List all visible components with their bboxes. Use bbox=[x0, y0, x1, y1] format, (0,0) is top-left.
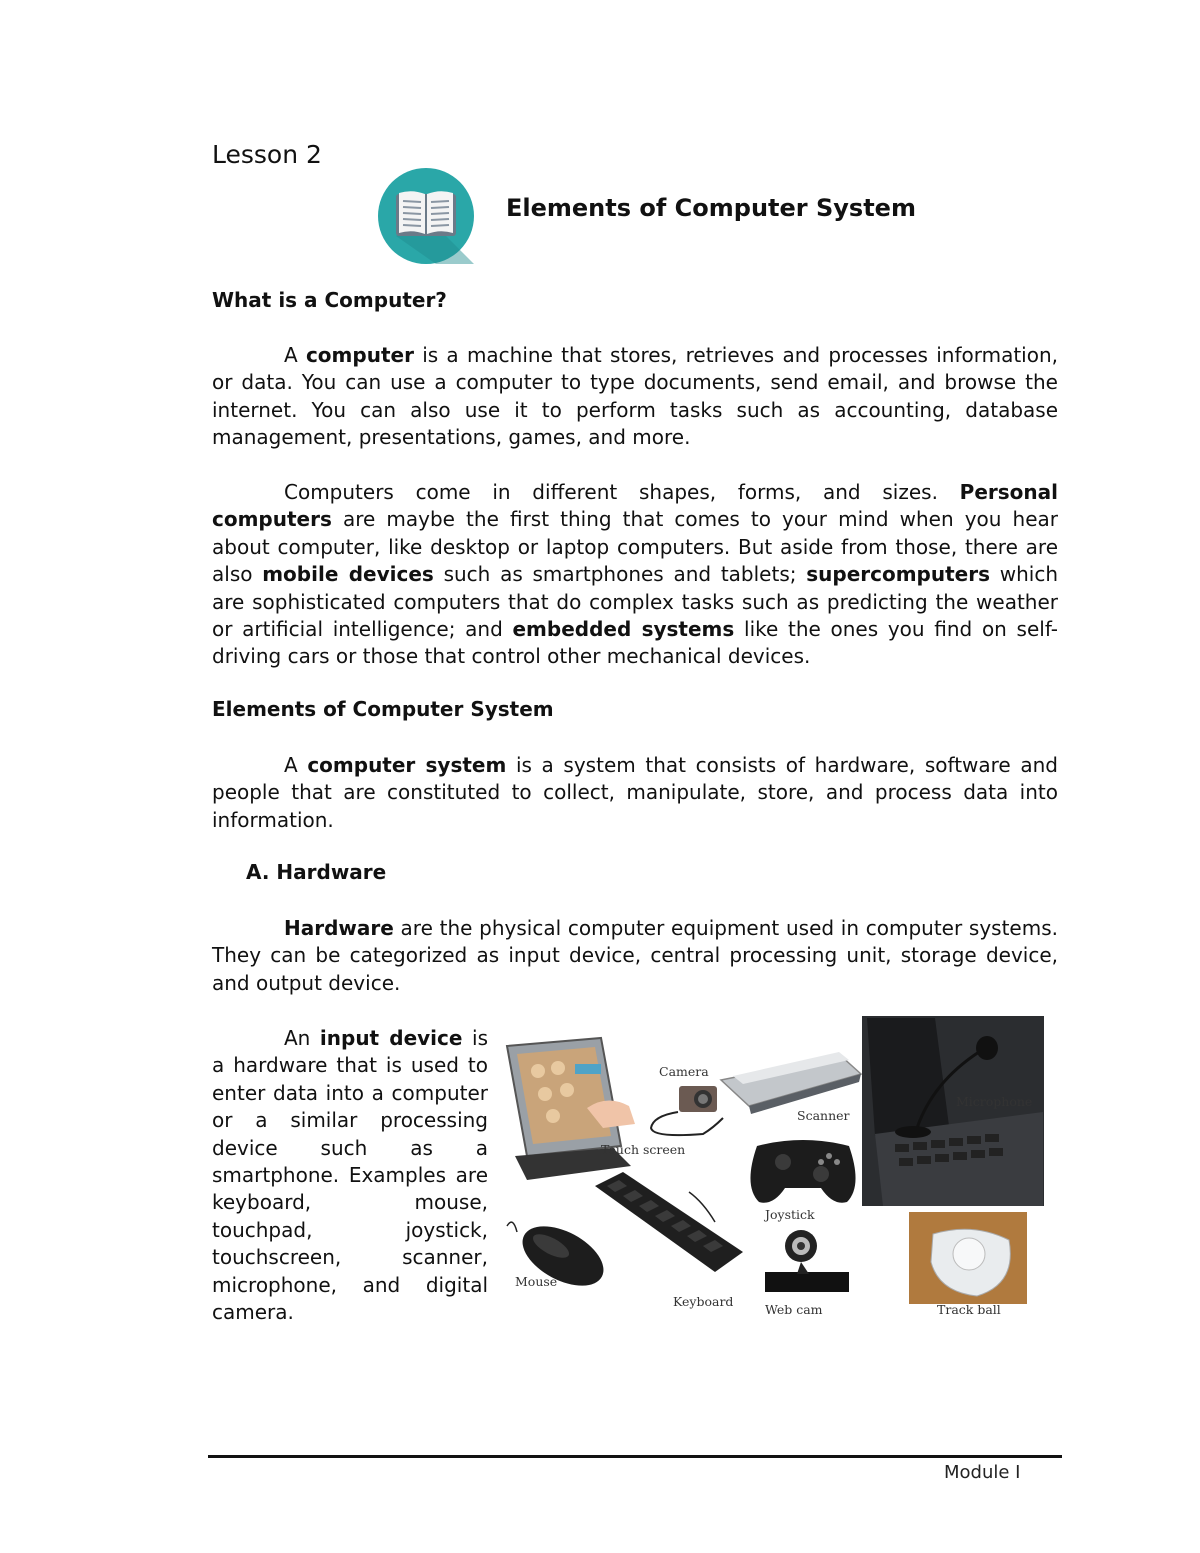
paragraph-computer-system bbox=[212, 752, 1058, 834]
label-web-cam: Web cam bbox=[765, 1302, 823, 1317]
text-run: Computers come in different shapes, forms, and sizes. bbox=[284, 480, 960, 504]
label-mouse: Mouse bbox=[515, 1274, 558, 1289]
label-track-ball: Track ball bbox=[937, 1302, 1001, 1317]
text-run: which are sophisticated computers that do complex tasks such as predicting the weather or artificial intelligence; and bbox=[212, 562, 1059, 642]
paragraph-input-device bbox=[212, 1025, 488, 1326]
paragraph-computer-types bbox=[212, 479, 1058, 671]
text-run: such as smartphones and tablets; bbox=[433, 562, 807, 587]
input-devices-figure bbox=[503, 1016, 1044, 1322]
text-run: is a hardware that is used to enter data into a computer or a similar processing device such as a smartphone. Examples are keyboard, mouse, touchpad, joystick, touchscreen, scanner, microphone, and digital camera. bbox=[212, 1026, 488, 1325]
text-run: are maybe the first thing that comes to your mind when you hear about computer, like desktop or laptop computers. But aside from those, there are also bbox=[212, 507, 1058, 587]
trackball-image bbox=[909, 1212, 1027, 1304]
bold-term: computer bbox=[305, 343, 414, 367]
paragraph-computer-definition bbox=[212, 342, 1058, 452]
bold-term: supercomputers bbox=[806, 562, 991, 587]
text-run: A bbox=[284, 343, 306, 367]
section-heading-elements: Elements of Computer System bbox=[212, 697, 554, 721]
label-scanner: Scanner bbox=[797, 1108, 850, 1123]
paragraph-hardware bbox=[212, 915, 1058, 997]
webcam-image bbox=[765, 1230, 849, 1292]
lesson-title: Elements of Computer System bbox=[506, 194, 916, 222]
bold-term: input device bbox=[319, 1026, 463, 1050]
lesson-label: Lesson 2 bbox=[212, 140, 322, 169]
touch-screen-image bbox=[507, 1038, 635, 1180]
section-heading-what-is-computer: What is a Computer? bbox=[212, 288, 447, 312]
text-run: A bbox=[284, 753, 308, 777]
joystick-image bbox=[750, 1140, 855, 1203]
bold-term: computer system bbox=[307, 753, 507, 777]
bold-term: mobile devices bbox=[262, 562, 434, 587]
label-joystick: Joystick bbox=[765, 1207, 815, 1222]
text-run: is a system that consists of hardware, software and people that are constituted to collect, manipulate, store, and process data into information. bbox=[212, 753, 1058, 832]
keyboard-image bbox=[595, 1172, 743, 1272]
text-run: are the physical computer equipment used in computer systems. They can be categorized as input device, central processing unit, storage device, and output device. bbox=[212, 916, 1058, 995]
scanner-image bbox=[721, 1052, 861, 1114]
text-run: like the ones you find on self-driving cars or those that control other mechanical devices. bbox=[212, 617, 1059, 669]
footer-module-label: Module I bbox=[944, 1462, 1021, 1483]
camera-image bbox=[651, 1086, 723, 1135]
bold-term: embedded systems bbox=[512, 617, 735, 642]
footer-rule bbox=[208, 1455, 1062, 1458]
subheading-hardware: A. Hardware bbox=[246, 860, 387, 884]
open-book-icon bbox=[376, 166, 476, 266]
label-touch-screen: Touch screen bbox=[601, 1142, 686, 1157]
text-run: An bbox=[284, 1026, 320, 1050]
text-run: is a machine that stores, retrieves and processes information, or data. You can use a computer to type documents, send email, and browse the internet. You can also use it to perform tasks such as accounting, database management, presentations, games, and more. bbox=[212, 343, 1058, 450]
label-camera: Camera bbox=[659, 1064, 709, 1079]
bold-term: Hardware bbox=[284, 916, 394, 940]
laptop-microphone-image bbox=[862, 1016, 1044, 1206]
label-keyboard: Keyboard bbox=[673, 1294, 734, 1309]
label-microphone: Microphone bbox=[956, 1094, 1033, 1109]
bold-term: Personal computers bbox=[212, 480, 1058, 532]
